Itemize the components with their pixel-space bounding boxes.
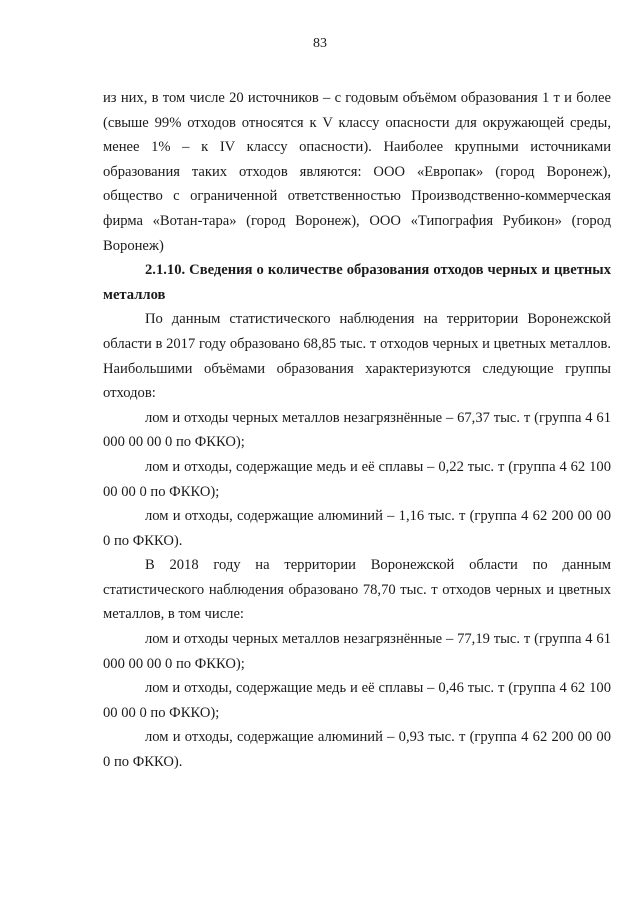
document-body: [103, 86, 611, 775]
paragraph-2018-summary: В 2018 году на территории Воронежской области по данным статистического наблюдения образовано 78,70 тыс. т отходов черных и цветных металлов, в том числе:: [103, 557, 611, 623]
list-item-copper-2017: лом и отходы, содержащие медь и её сплавы – 0,22 тыс. т (группа 4 62 100 00 00 0 по ФККО);: [103, 458, 611, 500]
paragraph-2017-summary: По данным статистического наблюдения на территории Воронежской области в 2017 году образовано 68,85 тыс. т отходов черных и цветных металлов. Наибольшими объёмами образования характеризуются следующие группы отходов:: [103, 311, 611, 402]
list-item-ferrous-2017: лом и отходы черных металлов незагрязнённые – 67,37 тыс. т (группа 4 61 000 00 00 0 по ФККО);: [103, 409, 611, 451]
list-item-copper-2018: лом и отходы, содержащие медь и её сплавы – 0,46 тыс. т (группа 4 62 100 00 00 0 по ФККО);: [103, 680, 611, 721]
list-item-aluminium-2017: лом и отходы, содержащие алюминий – 1,16 тыс. т (группа 4 62 200 00 00 0 по ФККО).: [103, 508, 611, 549]
section-heading: 2.1.10. Сведения о количестве образования отходов черных и цветных металлов: [103, 262, 611, 303]
list-item-ferrous-2018: лом и отходы черных металлов незагрязнённые – 77,19 тыс. т (группа 4 61 000 00 00 0 по ФККО);: [103, 631, 611, 672]
page-number: 83: [313, 36, 327, 51]
paragraph-sources: из них, в том числе 20 источников – с годовым объёмом образования 1 т и более (свыше 99% отходов относятся к V классу опасности для окружающей среды, менее 1% – к IV классу опасности). Наиболее крупными источниками образования таких отходов являются: ООО «Европак» (город Воронеж), общество с ограниченной ответственностью Производственно-коммерческая фирма «Вотан-тара» (город Воронеж), ООО «Типография Рубикон» (город Воронеж): [103, 90, 611, 254]
list-item-aluminium-2018: лом и отходы, содержащие алюминий – 0,93 тыс. т (группа 4 62 200 00 00 0 по ФККО).: [103, 729, 611, 771]
